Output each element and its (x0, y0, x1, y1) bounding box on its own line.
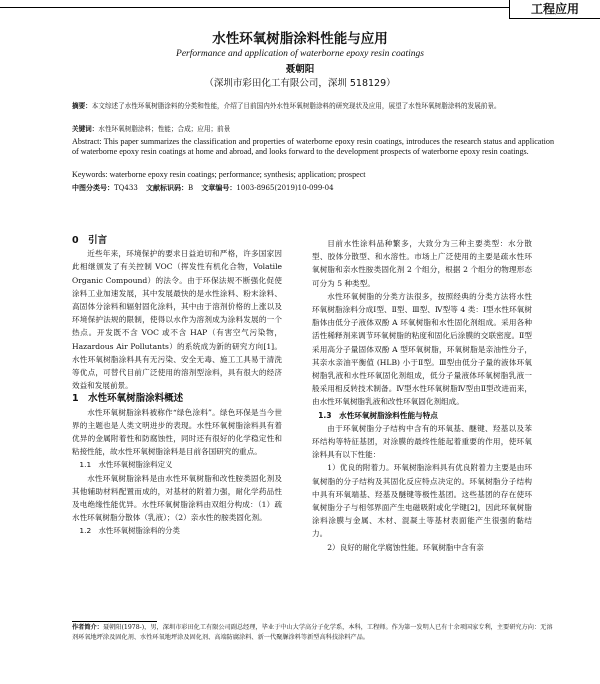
paragraph-adhesion: 1）优良的附着力。环氧树脂涂料具有优良附着力主要是由环氧树脂的分子结构及其固化反应特点决定的。环氧树脂分子结构中具有环氧端基、羟基及醚键等极性基团。这些基团的存在使环氧树脂分子与相邻界面产生电磁吸附或化学键[2]，因此环氧树脂涂料涂膜与金属、木材、混凝土等基材表面能产生很强的黏结力。 (312, 463, 532, 539)
article-id-value: 1003-8965(2019)10-099-04 (236, 184, 334, 192)
heading-properties: 1.3 水性环氧树脂涂料性能与特点 (318, 410, 438, 420)
paragraph-overview: 水性环氧树脂涂料被称作“绿色涂料”。绿色环保是当今世界的主题也是人类文明进步的表现。水性环氧树脂涂料具有着优异的金属附着性和防腐蚀性，同时还有很好的化学稳定性和粘接性能，故水性环氧树脂涂料是目前各国研究的重点。 (72, 407, 282, 457)
left-column (72, 234, 282, 538)
right-column (312, 237, 532, 554)
abstract-en-label: Abstract: (72, 137, 102, 146)
keywords-en-label: Keywords: (72, 170, 108, 179)
keywords-cn-label: 关键词： (72, 125, 99, 133)
heading-overview: 1 水性环氧树脂涂料概述 (72, 393, 184, 405)
keywords-en-text: waterborne epoxy resin coatings; performance; synthesis; application; prospect (109, 170, 366, 179)
abstract-en-text: This paper summarizes the classification and properties of waterborne epoxy resin coatings, introduces the research status and application of waterborne epoxy resin coatings at home and abroad, and looks forward to the development prospects of waterborne epoxy resin coatings. (72, 137, 554, 157)
classification-line (72, 183, 552, 193)
paragraph-properties: 由于环氧树脂分子结构中含有的环氧基、醚键、羟基以及苯环结构等特征基团，对涂膜的最终性能起着重要的作用，使环氧涂料具有以下性能： (312, 423, 532, 460)
paragraph-intro: 近些年来，环境保护的要求日益迫切和严格，许多国家因此相继颁发了有关控制 VOC（挥发性有机化合物，Volatile Organic Compound）的法令。由于环保法规不断强化促使涂料工业加速发展，其中发展最快的是水性涂料、粉末涂料、高固体分涂料和辐射固化涂料，其中由于溶剂价格的上涨以及环境保护法规的限制，使得以水作为溶剂成为涂料发展的一个热点。开发既不含 VOC 或不含 HAP（有害空气污染物，Hazardous Air Pollutants）的系统成为新的研究方向[1]。水性环氧树脂涂料具有无污染、安全无毒、施工工具易于清洗等优点，可替代目前广泛使用的溶剂型涂料，具有很大的经济效益和发展前景。 (72, 249, 282, 391)
article-title-en: Performance and application of waterborne epoxy resin coatings (176, 49, 424, 59)
footnote-text: 聂朝阳(1978-)，男，深圳市彩田化工有限公司副总经理，毕业于中山大学高分子化学系，本科，工程师。作为第一发明人已有十余项国家专利，主要研究方向：无溶剂环氧地坪涂及固化剂、水性环氧地坪涂及固化剂、高端防腐涂料、新一代聚脲涂料等新型高科技涂料产品。 (72, 624, 553, 641)
heading-definition: 1.1 水性环氧树脂涂料定义 (79, 460, 173, 470)
header-rule (0, 0, 510, 8)
author: 聂朝阳 (285, 64, 315, 75)
doc-code-label: 文献标识码： (146, 184, 189, 192)
keywords-en (72, 170, 554, 180)
paragraph-types: 目前水性涂料品种繁多，大致分为三种主要类型：水分散型、胶体分散型、和水溶性。市场上广泛使用的主要是疏水性环氧树脂和亲水性胺类固化剂 2 个组分，根据 2 个组分的物理形态可分为 5 种类型。 (312, 239, 532, 288)
heading-classification: 1.2 水性环氧树脂涂料的分类 (79, 526, 180, 536)
article-title: 水性环氧树脂涂料性能与应用 (212, 31, 388, 47)
affiliation: （深圳市彩田化工有限公司，深圳 518129） (204, 78, 396, 89)
section-tag: 工程应用 (509, 0, 600, 19)
abstract-cn (72, 101, 552, 111)
abstract-cn-label: 摘要： (72, 102, 92, 110)
author-footnote (72, 623, 554, 643)
clc-label: 中图分类号： (72, 184, 114, 192)
article-id-label: 文章编号： (201, 184, 237, 192)
paragraph-class-method: 水性环氧树脂的分类方法很多，按照经典的分类方法将水性环氧树脂涂料分成Ⅰ型、Ⅱ型、Ⅲ型、Ⅳ型等 4 类：Ⅰ型水性环氧树脂体由低分子液体双酚 A 环氧树脂和水性固化剂组成。采用各种活性稀释剂来调节环氧树脂的粘度和固化后涂膜的交联密度。Ⅱ型采用高分子量固体双酚 A 型环氧树脂，环氧树脂是亲油性分子，其亲水亲油平衡值 (HLB) 小于Ⅱ型。Ⅲ型由低分子量的液体环氧树脂乳液和水性环氧固化剂组成，低分子量液体环氧树脂乳液一般采用相反转技术制备。Ⅳ型水性环氧树脂Ⅳ型由Ⅱ型改进而来，由水性环氧树脂乳液和改性环氧固化剂组成。 (312, 291, 532, 407)
doc-code-value: B (188, 184, 194, 192)
heading-intro: 0 引言 (72, 235, 108, 246)
clc-value: TQ433 (114, 184, 138, 192)
paragraph-chemical-resistance: 2）良好的耐化学腐蚀性能。环氧树脂中含有亲 (327, 542, 484, 552)
keywords-cn (72, 124, 552, 134)
footnote-label: 作者简介： (72, 624, 103, 631)
abstract-en (72, 137, 554, 157)
paragraph-definition: 水性环氧树脂涂料是由水性环氧树脂和改性胺类固化剂及其他辅助材料配置而成的，对基材的附着力强，耐化学药品性及电绝缘性能优异。水性环氧树脂涂料由双组分构成：（1）疏水性环氧树脂分散体（乳液）；（2）亲水性的胺类固化剂。 (72, 473, 282, 523)
footnote-rule (72, 621, 157, 622)
keywords-cn-text: 水性环氧树脂涂料；性能；合成；应用；前景 (98, 125, 231, 133)
abstract-cn-text: 本文综述了水性环氧树脂涂料的分类和性能，介绍了目前国内外水性环氧树脂涂料的研究现状及应用，展望了水性环氧树脂涂料的发展前景。 (91, 102, 501, 110)
